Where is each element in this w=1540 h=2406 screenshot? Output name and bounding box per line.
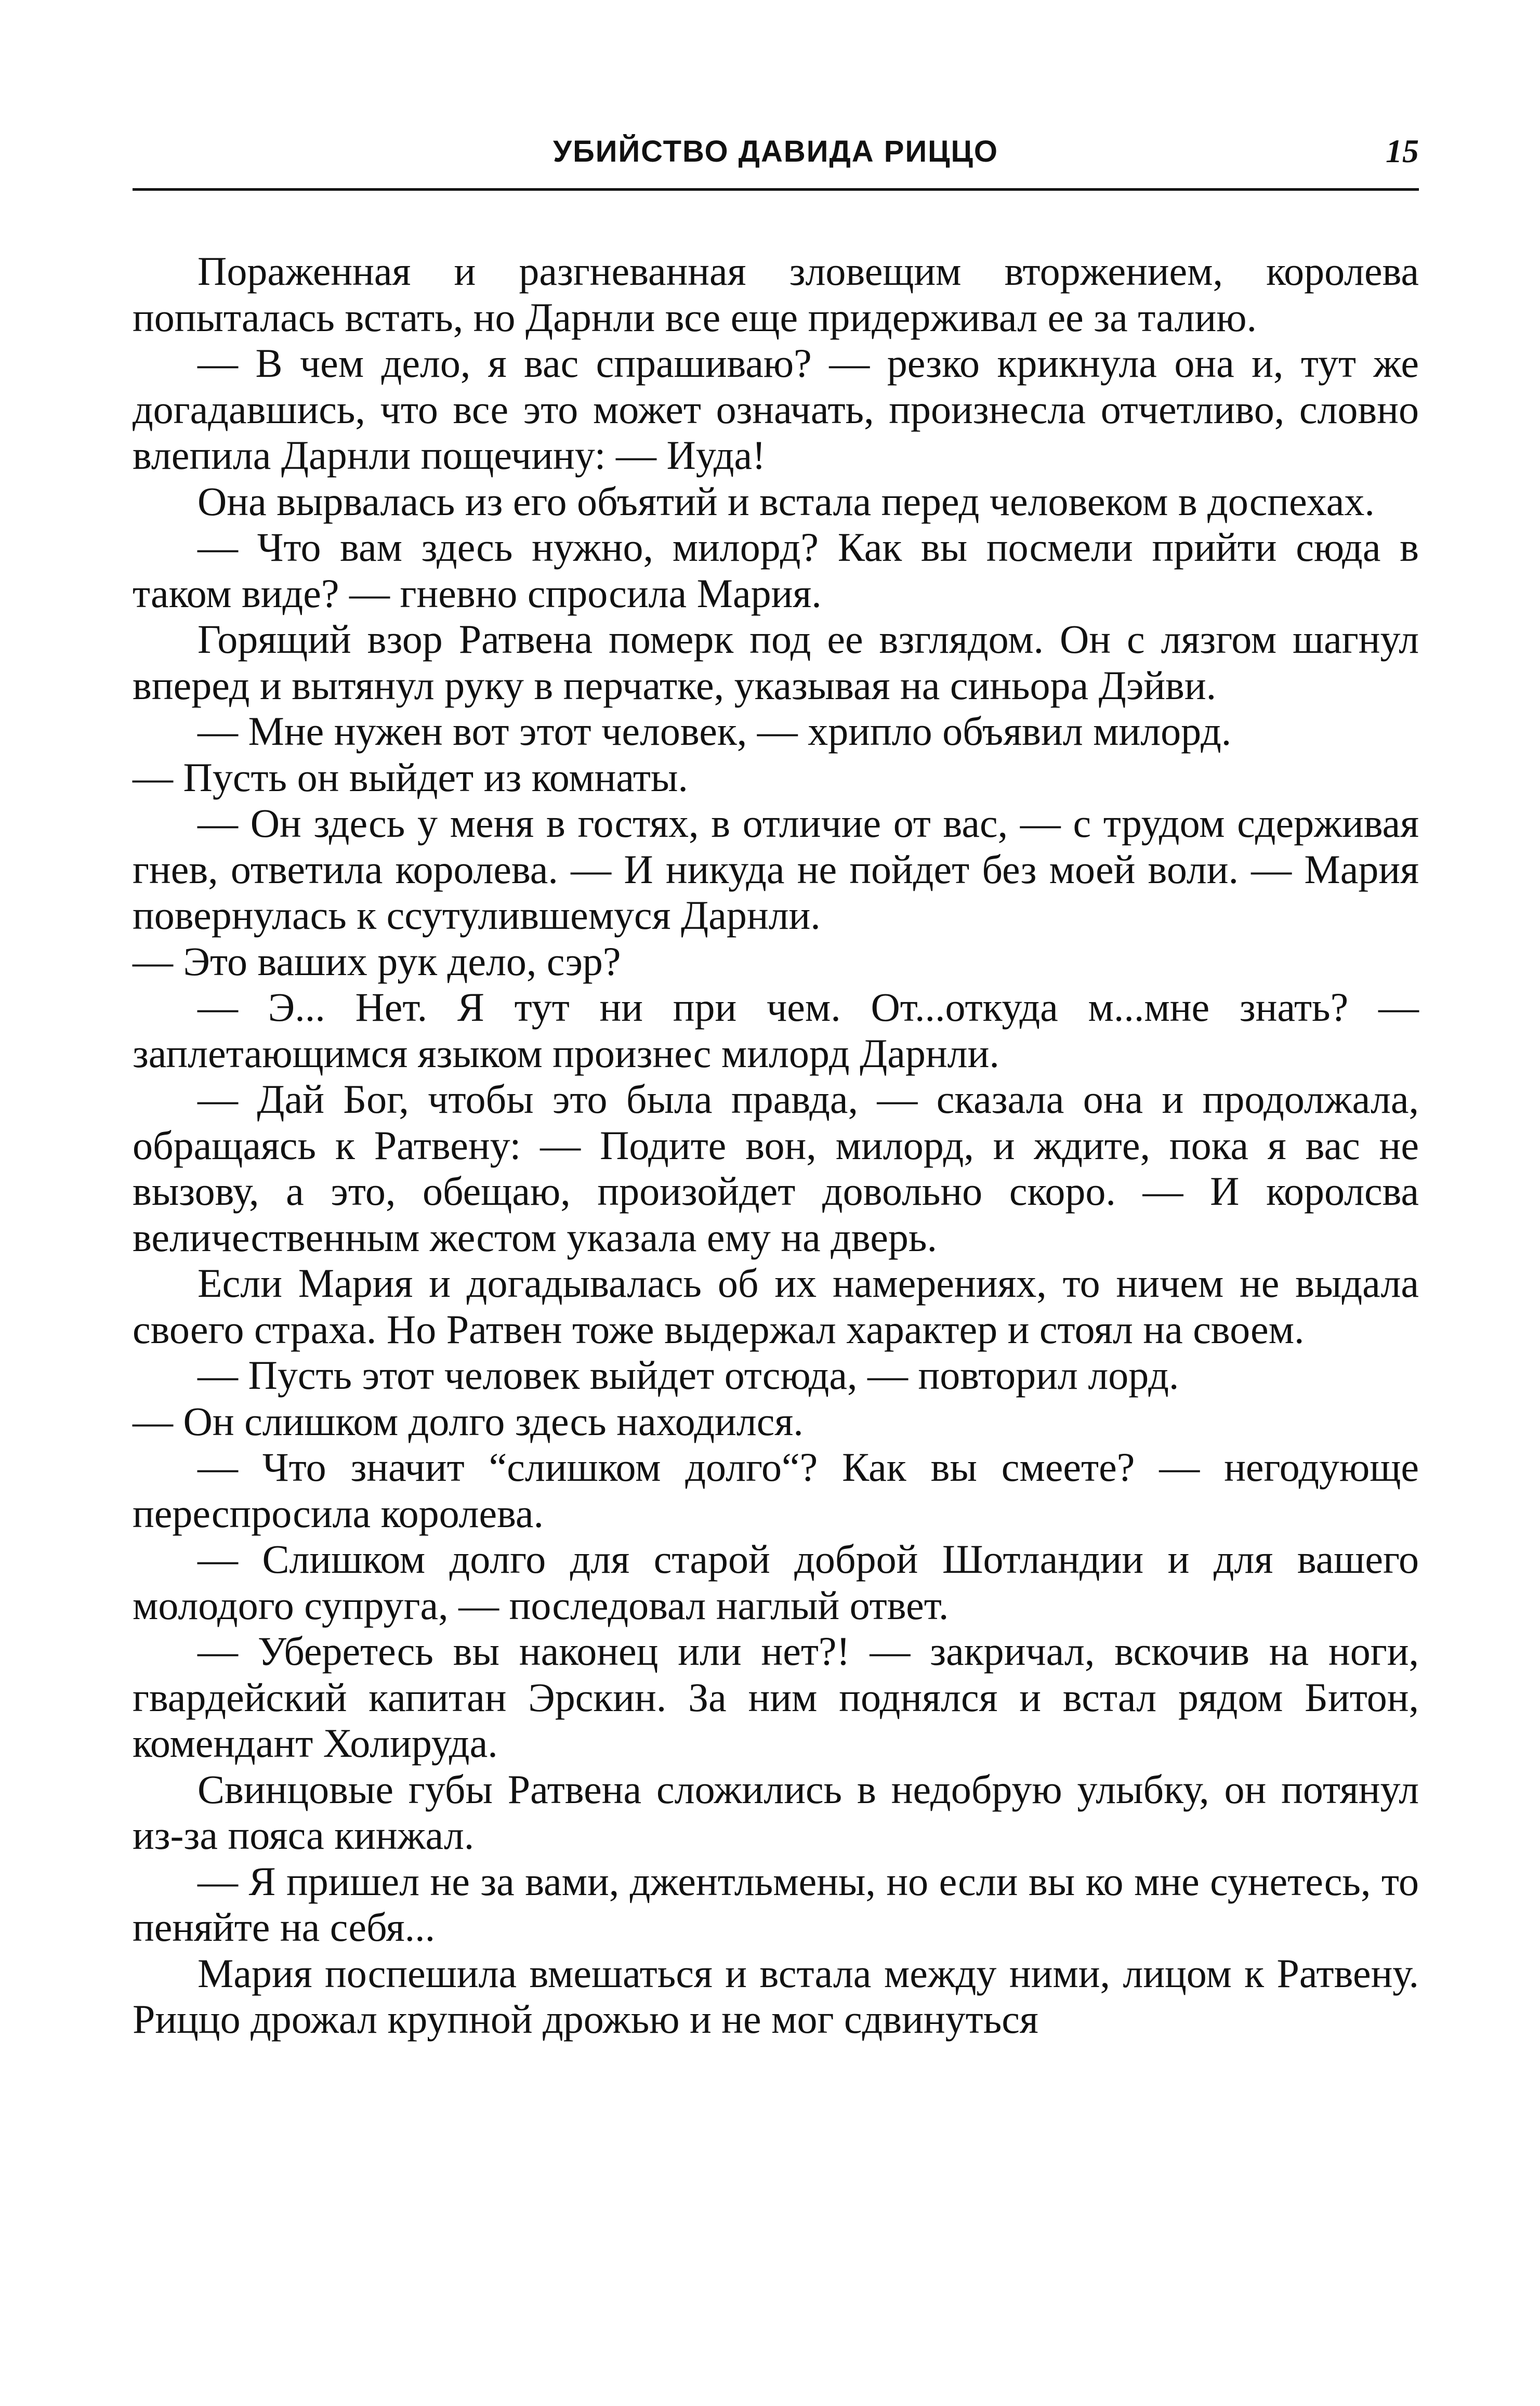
page-number: 15 xyxy=(1386,133,1419,169)
paragraph: — Дай Бог, чтобы это была правда, — сказала она и продолжала, обращаясь к Ратвену: — Подите вон, милорд, и ждите, пока я вас не вызову, а это, обещаю, произойдет довольно скоро. — И королсва величественным жестом указала ему на дверь. xyxy=(133,1076,1419,1260)
paragraph: — Я пришел не за вами, джентльмены, но если вы ко мне сунетесь, то пеняйте на себя... xyxy=(133,1858,1419,1950)
paragraph: — В чем дело, я вас спрашиваю? — резко крикнула она и, тут же догадавшись, что все это может означать, произнесла отчетливо, словно влепила Дарнли пощечину: — Иуда! xyxy=(133,340,1419,478)
paragraph: — Что вам здесь нужно, милорд? Как вы посмели прийти сюда в таком виде? — гневно спросила Мария. xyxy=(133,524,1419,616)
running-head xyxy=(133,129,1419,191)
paragraph: Если Мария и догадывалась об их намерениях, то ничем не выдала своего страха. Но Ратвен тоже выдержал характер и стоял на своем. xyxy=(133,1260,1419,1352)
paragraph: Она вырвалась из его объятий и встала перед человеком в доспехах. xyxy=(198,478,1375,524)
paragraph: — Он здесь у меня в гостях, в отличие от вас, — с трудом сдерживая гнев, ответила королева. — И никуда не пойдет без моей воли. — Мария повернулась к ссутулившемуся Дарнли. xyxy=(133,800,1419,938)
paragraph: — Это ваших рук дело, сэр? xyxy=(133,938,621,984)
paragraph: — Пусть он выйдет из комнаты. xyxy=(133,754,688,800)
paragraph: Свинцовые губы Ратвена сложились в недобрую улыбку, он потянул из-за пояса кинжал. xyxy=(133,1766,1419,1858)
paragraph: — Пусть этот человек выйдет отсюда, — повторил лорд. xyxy=(198,1352,1179,1398)
paragraph: — Уберетесь вы наконец или нет?! — закричал, вскочив на ноги, гвардейский капитан Эрскин. За ним поднялся и встал рядом Битон, комендант Холируда. xyxy=(133,1628,1419,1766)
paragraph: — Что значит “слишком долго“? Как вы смеете? — негодующе переспросила королева. xyxy=(133,1444,1419,1536)
paragraph: Пораженная и разгневанная зловещим вторжением, королева попыталась встать, но Дарнли все еще придерживал ее за талию. xyxy=(133,248,1419,340)
paragraph: Горящий взор Ратвена померк под ее взглядом. Он с лязгом шагнул вперед и вытянул руку в перчатке, указывая на синьора Дэйви. xyxy=(133,616,1419,708)
paragraph: — Мне нужен вот этот человек, — хрипло объявил милорд. xyxy=(198,708,1232,754)
paragraph: — Слишком долго для старой доброй Шотландии и для вашего молодого супруга, — последовал наглый ответ. xyxy=(133,1536,1419,1628)
header-rule xyxy=(133,188,1419,191)
paragraph: — Э... Нет. Я тут ни при чем. От...откуда м...мне знать? — заплетающимся языком произнес милорд Дарнли. xyxy=(133,984,1419,1076)
paragraph: Мария поспешила вмешаться и встала между ними, лицом к Ратвену. Риццо дрожал крупной дрожью и не мог сдвинуться xyxy=(133,1950,1419,2042)
paragraph: — Он слишком долго здесь находился. xyxy=(133,1398,804,1444)
body-text xyxy=(133,248,1419,2043)
running-title: УБИЙСТВО ДАВИДА РИЦЦО xyxy=(552,135,998,168)
